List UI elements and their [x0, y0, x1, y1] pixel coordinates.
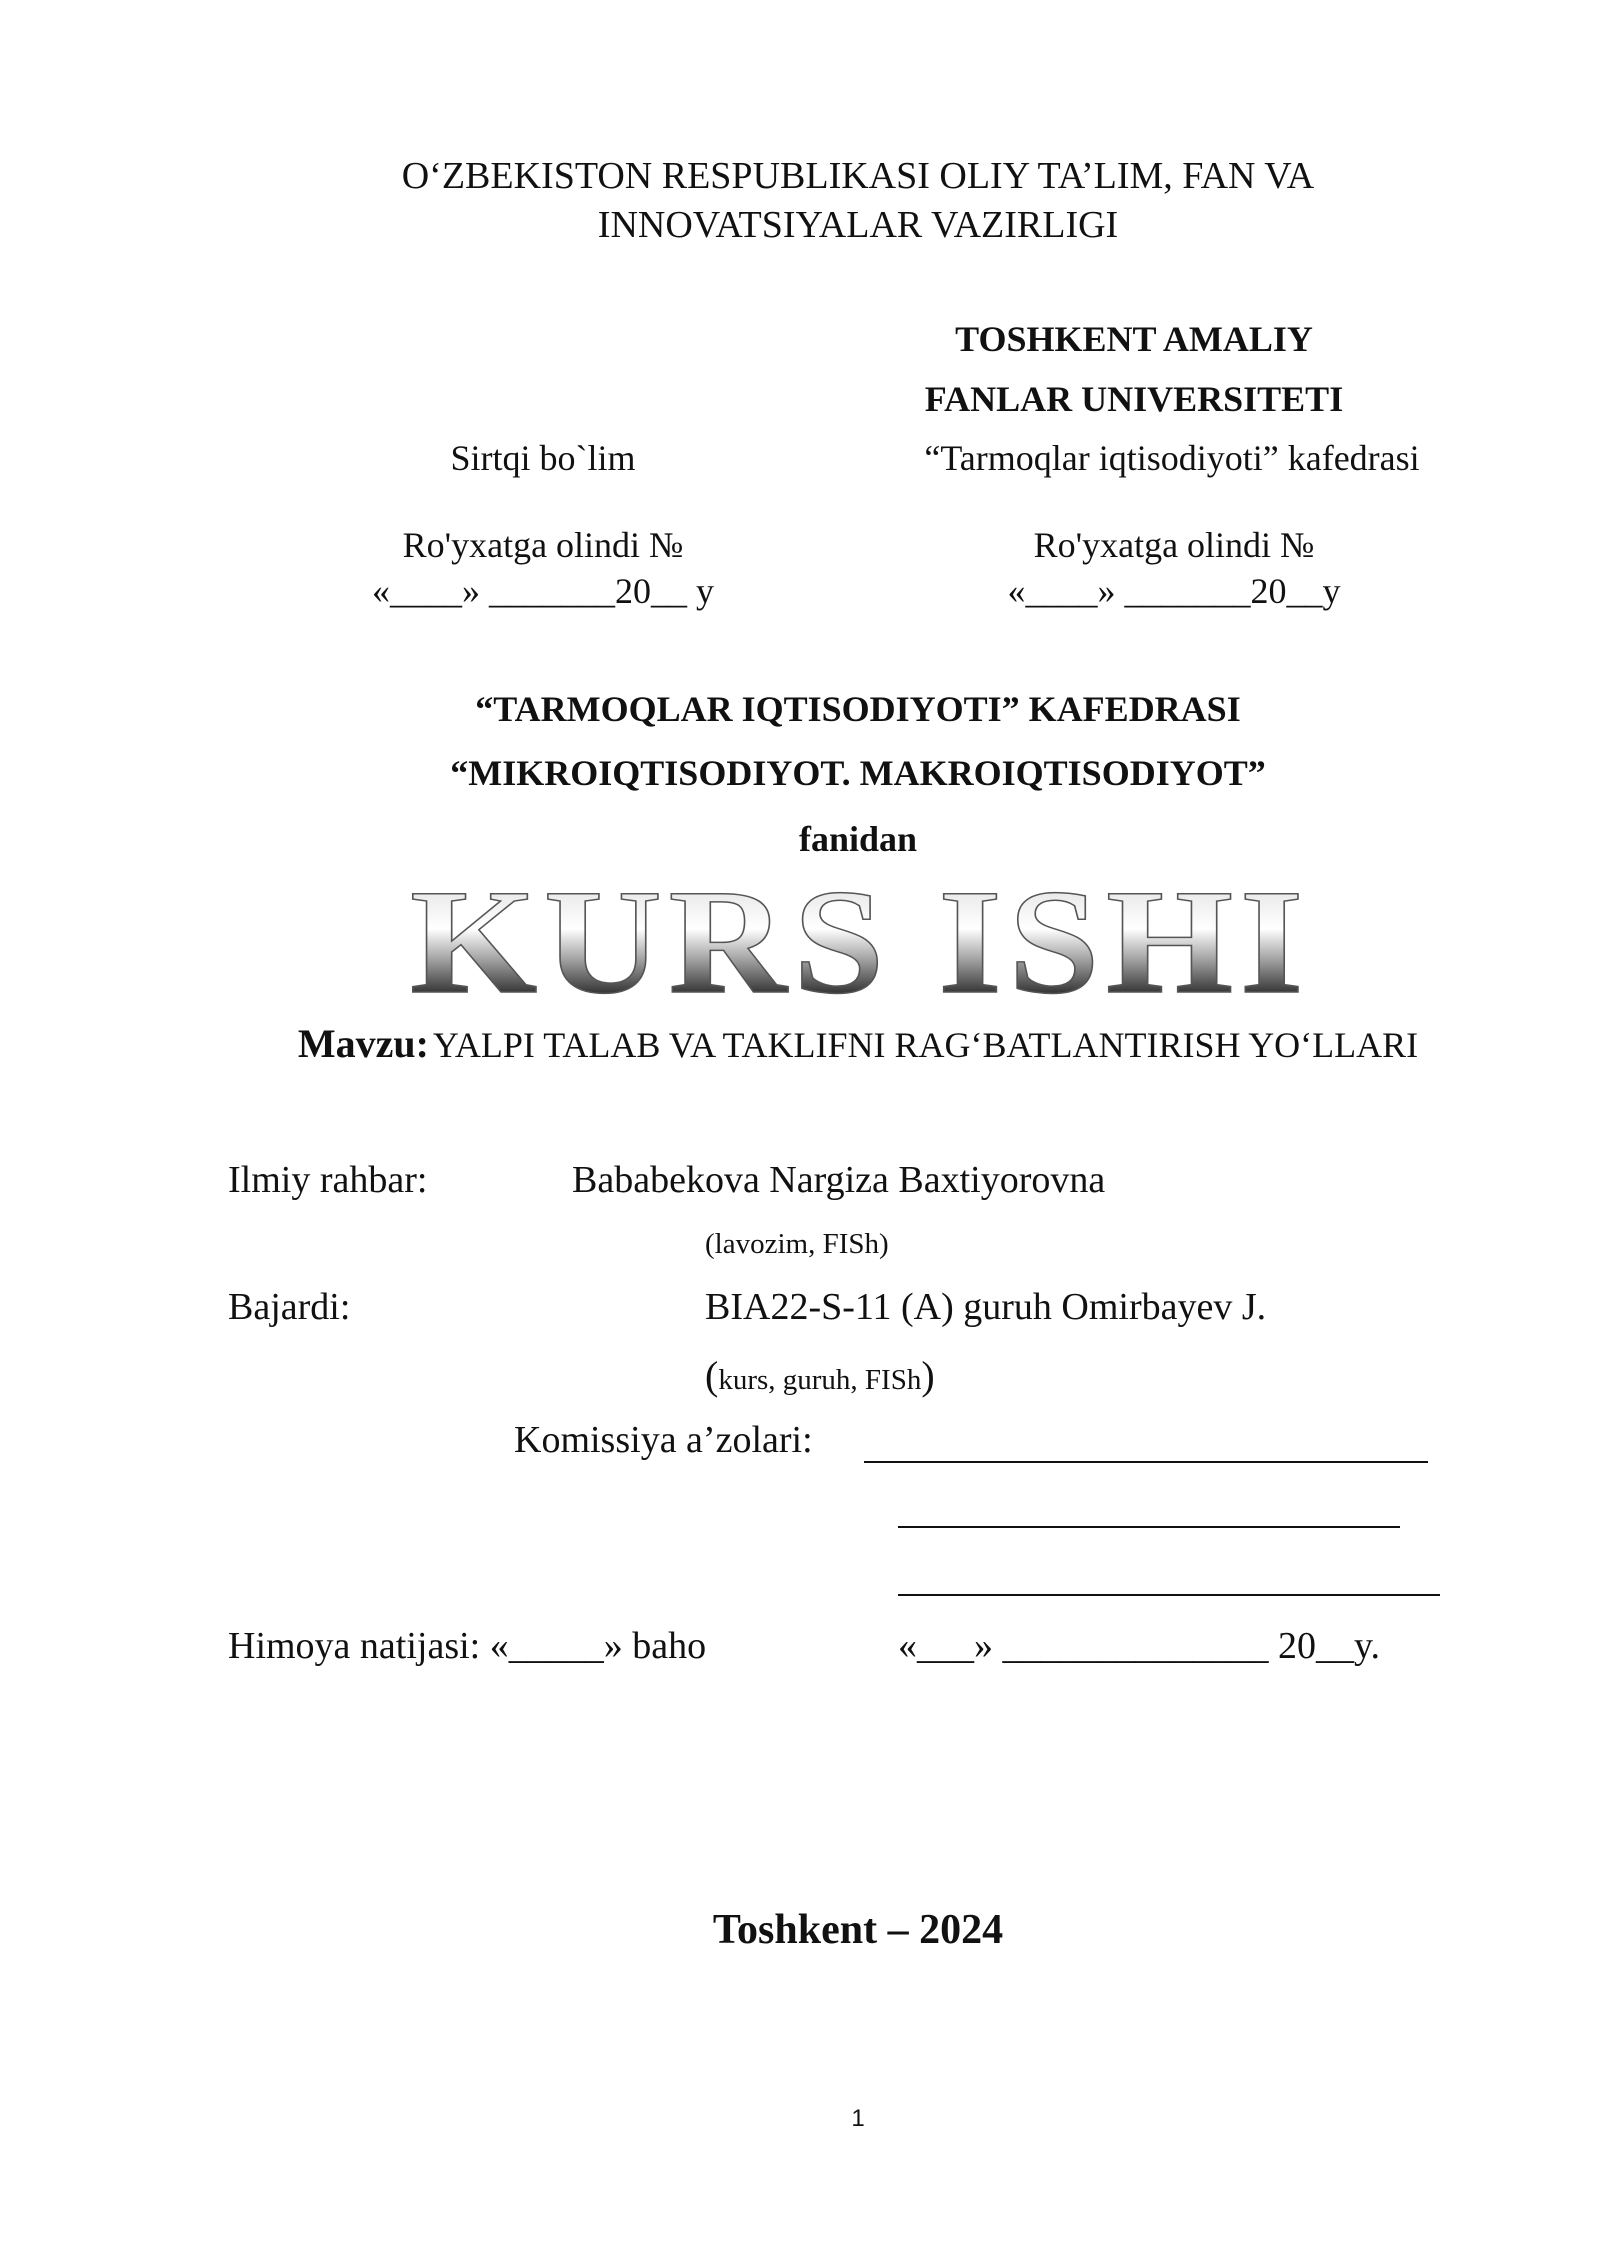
registration-left-date: «____» _______20__ y: [372, 571, 714, 611]
ministry-line-2: INNOVATSIYALAR VAZIRLIGI: [597, 204, 1119, 246]
student-hint-close: ): [921, 1353, 935, 1398]
commission-label: Komissiya a’zolari:: [514, 1419, 813, 1461]
kurs-ishi-wordart: [390, 870, 1330, 1010]
supervisor-label: Ilmiy rahbar:: [228, 1159, 428, 1201]
department-left: Sirtqi bo`lim: [450, 438, 636, 478]
university-line-2: FANLAR UNIVERSITETI: [924, 379, 1344, 419]
supervisor-hint: (lavozim, FISh): [705, 1228, 889, 1260]
commission-line-3: [898, 1594, 1440, 1596]
department-right: “Tarmoqlar iqtisodiyoti” kafedrasi: [924, 438, 1420, 478]
kafedra-title: “TARMOQLAR IQTISODIYOTI” KAFEDRASI: [475, 689, 1241, 729]
city-year: Toshkent – 2024: [712, 1907, 1004, 1953]
subject-title: “MIKROIQTISODIYOT. MAKROIQTISODIYOT”: [450, 753, 1266, 793]
kurs-ishi-title: KURS ISHI: [410, 870, 1310, 1010]
student-value: BIA22-S-11 (A) guruh Omirbayev J.: [705, 1286, 1267, 1328]
commission-line-2: [898, 1526, 1400, 1528]
registration-left-label: Ro'yxatga olindi №: [402, 525, 684, 565]
mavzu-value: YALPI TALAB VA TAKLIFNI RAG‘BATLANTIRISH YO‘LLARI: [432, 1025, 1419, 1065]
commission-line-1: [864, 1461, 1428, 1463]
university-line-1: TOSHKENT AMALIY: [955, 319, 1313, 359]
mavzu-label: Mavzu:: [297, 1021, 429, 1066]
student-hint: [705, 1352, 935, 1399]
supervisor-name: Bababekova Nargiza Baxtiyorovna: [572, 1159, 1106, 1201]
student-hint-open: (: [705, 1353, 719, 1398]
student-label: Bajardi:: [228, 1286, 351, 1328]
mavzu-line: [298, 1020, 1418, 1067]
registration-right-date: «____» _______20__y: [1007, 571, 1341, 611]
fanidan-label: fanidan: [798, 819, 918, 859]
page-number: 1: [851, 2105, 865, 2132]
student-hint-text: kurs, guruh, FISh: [718, 1364, 922, 1396]
registration-right-label: Ro'yxatga olindi №: [1033, 525, 1315, 565]
ministry-line-1: O‘ZBEKISTON RESPUBLIKASI OLIY TA’LIM, FAN VA: [401, 155, 1315, 197]
defense-date: «___» ______________ 20__y.: [898, 1625, 1381, 1667]
defense-result: Himoya natijasi: «_____» baho: [228, 1625, 707, 1667]
